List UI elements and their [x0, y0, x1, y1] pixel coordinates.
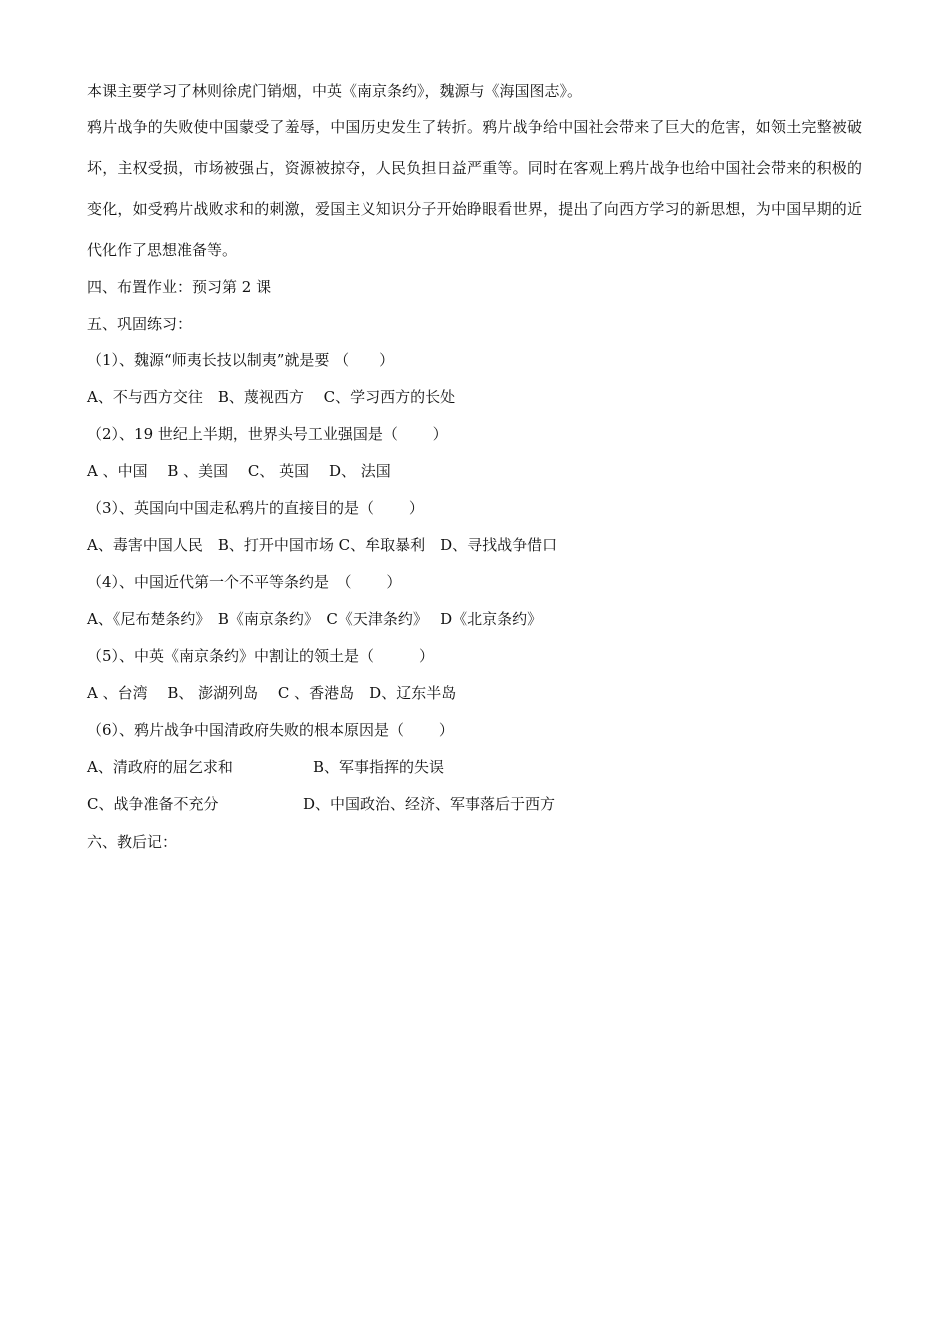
question-4: （4）、中国近代第一个不平等条约是 （ ）: [87, 573, 402, 591]
question-6-option-d: D、中国政治、经济、军事落后于西方: [303, 795, 556, 813]
question-6: （6）、鸦片战争中国清政府失败的根本原因是（ ）: [87, 721, 454, 739]
question-3: （3）、英国向中国走私鸦片的直接目的是（ ）: [87, 499, 424, 517]
exercise-heading: 五、巩固练习：: [87, 315, 193, 333]
afterword-heading: 六、教后记：: [87, 833, 178, 851]
question-6-option-a: A、清政府的屈乞求和: [87, 758, 233, 776]
lesson-summary: 本课主要学习了林则徐虎门销烟，中英《南京条约》，魏源与《海国图志》。: [87, 82, 583, 100]
question-6-option-b: B、军事指挥的失误: [313, 758, 445, 776]
question-1: （1）、魏源“师夷长技以制夷”就是要 （ ）: [87, 351, 395, 369]
homework-item: 四、布置作业：预习第 2 课: [87, 278, 272, 296]
question-2: （2）、19 世纪上半期，世界头号工业强国是（ ）: [87, 425, 448, 443]
summary-paragraph: 鸦片战争的失败使中国蒙受了羞辱，中国历史发生了转折。鸦片战争给中国社会带来了巨大的危害，如领土完整被破坏，主权受损，市场被强占，资源被掠夺，人民负担日益严重等。同时在客观上鸦片战争也给中国社会带来的积极的变化，如受鸦片战败求和的刺激，爱国主义知识分子开始睁眼看世界，提出了向西方学习的新思想，为中国早期的近代化作了思想准备等。: [87, 118, 862, 259]
question-5: （5）、中英《南京条约》中割让的领土是（ ）: [87, 647, 435, 665]
question-2-options: A 、中国 B 、美国 C、 英国 D、 法国: [87, 462, 391, 480]
question-1-options: A、不与西方交往 B、蔑视西方 C、学习西方的长处: [87, 388, 456, 406]
question-6-option-c: C、战争准备不充分: [87, 795, 219, 813]
question-3-options: A、毒害中国人民 B、打开中国市场 C、牟取暴利 D、寻找战争借口: [87, 536, 558, 554]
question-5-options: A 、台湾 B、 澎湖列岛 C 、香港岛 D、辽东半岛: [87, 684, 457, 702]
question-4-options: A、《尼布楚条约》 B《南京条约》 C《天津条约》 D《北京条约》: [87, 610, 543, 628]
